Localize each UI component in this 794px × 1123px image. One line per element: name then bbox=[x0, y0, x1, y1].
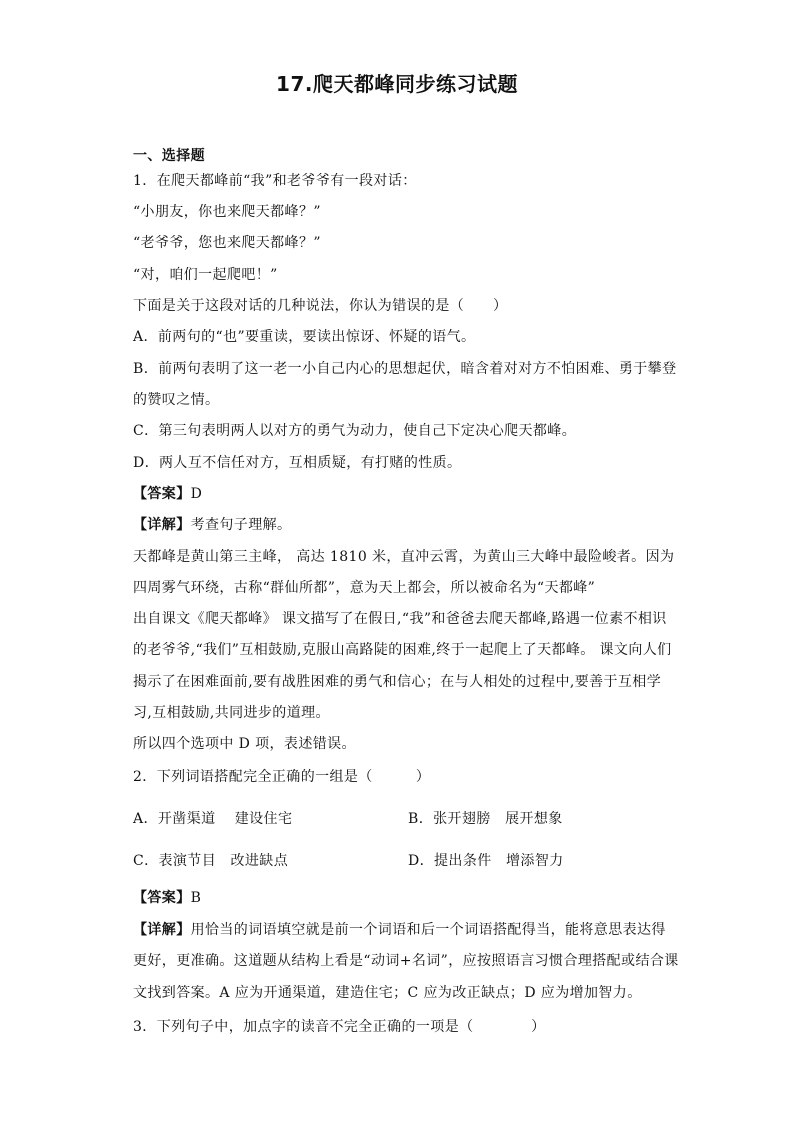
q2-option-a: A．开凿渠道 建设住宅 bbox=[133, 811, 293, 827]
q2-option-d: D．提出条件 增添智力 bbox=[408, 853, 564, 869]
q1-detail-line: 天都峰是黄山第三主峰， 高达 1810 米，直冲云霄，为黄山三大峰中最险峻者。因为 bbox=[133, 549, 675, 565]
q1-option-b-cont: 的赞叹之情。 bbox=[133, 392, 220, 408]
q1-stem: 1．在爬天都峰前“我”和老爷爷有一段对话： bbox=[133, 173, 417, 189]
q1-dialog-3: “对，咱们一起爬吧！” bbox=[133, 267, 278, 283]
q1-dialog-1: “小朋友，你也来爬天都峰？” bbox=[133, 204, 321, 220]
q1-detail-line: 四周雾气环绕，古称“群仙所都”，意为天上都会，所以被命名为“天都峰” bbox=[133, 580, 596, 596]
detail-tag: 【详解】 bbox=[133, 922, 191, 938]
q2-option-b: B．张开翅膀 展开想象 bbox=[408, 811, 563, 827]
q2-stem: 2．下列词语搭配完全正确的一组是（ ） bbox=[133, 769, 431, 785]
q1-option-b: B．前两句表明了这一老一小自己内心的思想起伏，暗含着对对方不怕困难、勇于攀登 bbox=[133, 361, 677, 377]
q1-question: 下面是关于这段对话的几种说法，你认为错误的是（ ） bbox=[133, 298, 508, 314]
q2-detail-head bbox=[133, 921, 666, 939]
q1-option-a: A．前两句的“也”要重读，要读出惊讶、怀疑的语气。 bbox=[133, 329, 476, 345]
q2-detail-line: 文找到答案。A 应为开通渠道，建造住宅；C 应为改正缺点；D 应为增加智力。 bbox=[133, 985, 642, 1001]
q1-detail-line: 习,互相鼓励,共同进步的道理。 bbox=[133, 705, 330, 721]
q1-answer bbox=[133, 485, 202, 503]
page-title: 17.爬天都峰同步练习试题 bbox=[276, 72, 518, 96]
answer-tag: 【答案】 bbox=[133, 890, 191, 906]
answer-value: B bbox=[190, 890, 202, 906]
q2-option-c: C．表演节目 改进缺点 bbox=[133, 853, 289, 869]
q1-option-d: D．两人互不信任对方，互相质疑，有打赌的性质。 bbox=[133, 455, 462, 471]
q1-detail-line: 出自课文《爬天都峰》 课文描写了在假日,“我”和爸爸去爬天都峰,路遇一位素不相识 bbox=[133, 611, 667, 627]
detail-text: 考查句子理解。 bbox=[190, 517, 292, 533]
q1-option-c: C．第三句表明两人以对方的勇气为动力，使自己下定决心爬天都峰。 bbox=[133, 423, 577, 439]
q1-detail-line: 揭示了在困难面前,要有战胜困难的勇气和信心；在与人相处的过程中,要善于互相学 bbox=[133, 674, 662, 690]
q1-dialog-2: “老爷爷，您也来爬天都峰？” bbox=[133, 235, 321, 251]
q1-detail-line: 的老爷爷,“我们”互相鼓励,克服山高路陡的困难,终于一起爬上了天都峰。 课文向人们 bbox=[133, 642, 672, 658]
answer-tag: 【答案】 bbox=[133, 486, 191, 502]
q1-detail-line: 所以四个选项中 D 项，表述错误。 bbox=[133, 736, 356, 752]
q1-detail-head bbox=[133, 516, 291, 534]
section-heading: 一、选择题 bbox=[133, 148, 205, 164]
detail-tag: 【详解】 bbox=[133, 517, 191, 533]
q3-stem: 3．下列句子中，加点字的读音不完全正确的一项是（ ） bbox=[133, 1019, 546, 1035]
answer-value: D bbox=[190, 486, 203, 502]
q2-detail-line: 更好，更准确。这道题从结构上看是“动词+名词”，应按照语言习惯合理搭配或结合课 bbox=[133, 953, 679, 969]
q2-answer bbox=[133, 889, 201, 907]
detail-text: 用恰当的词语填空就是前一个词语和后一个词语搭配得当，能将意思表达得 bbox=[190, 922, 666, 938]
